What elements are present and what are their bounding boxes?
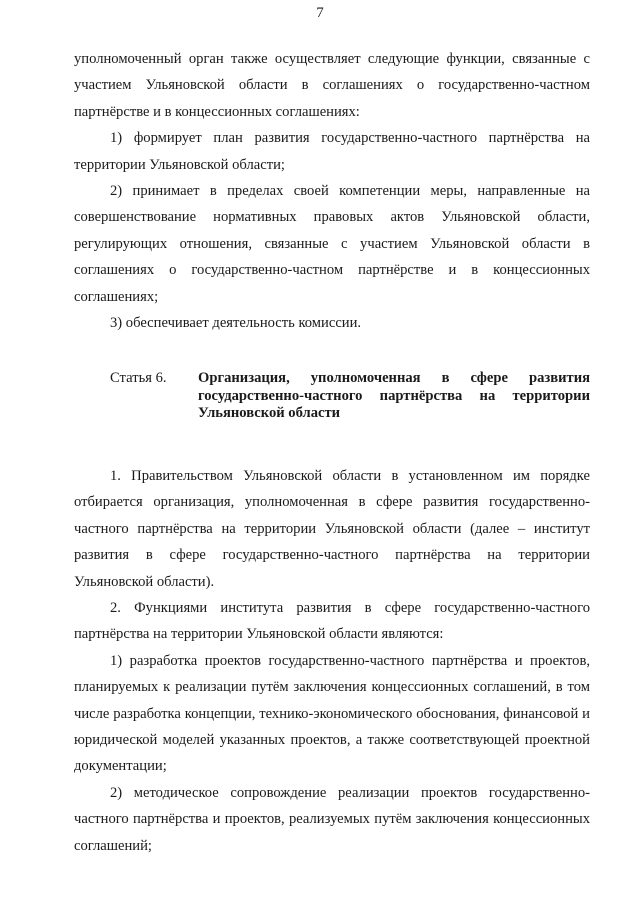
section-paragraph-1: 1. Правительством Ульяновской области в установленном им порядке отбирается организация, уполномоченная в сфере развития государственно-частного партнёрства на территории Ульяновской области (далее – институт развития в сфере государственно-частного партнёрства на территории Ульяновской области). bbox=[74, 467, 590, 590]
article-label: Статья 6. bbox=[110, 370, 167, 387]
document-body bbox=[74, 46, 590, 859]
function-item-1: 1) разработка проектов государственно-частного партнёрства и проектов, планируемых к реализации путём заключения концессионных соглашений, в том числе разработка концепции, технико-экономического обоснования, финансовой и юридической моделей указанных проектов, а также соответствующей проектной документации; bbox=[74, 652, 590, 775]
list-item-2: 2) принимает в пределах своей компетенции меры, направленные на совершенствование нормативных правовых актов Ульяновской области, регулирующих отношения, связанные с участием Ульяновской области в соглашениях о государственно-частном партнёрстве и в концессионных соглашениях; bbox=[74, 183, 590, 305]
paragraph-intro: уполномоченный орган также осуществляет следующие функции, связанные с участием Ульяновской области в соглашениях о государственно-частном партнёрстве и в концессионных соглашениях: bbox=[74, 51, 590, 120]
list-item-1: 1) формирует план развития государственно-частного партнёрства на территории Ульяновской области; bbox=[74, 130, 590, 173]
article-title bbox=[198, 370, 590, 423]
article-heading bbox=[74, 370, 590, 423]
article-title-line2: Ульяновской области bbox=[198, 405, 341, 422]
section-paragraph-2: 2. Функциями института развития в сфере государственно-частного партнёрства на территории Ульяновской области являются: bbox=[74, 600, 590, 643]
function-item-2: 2) методическое сопровождение реализации проектов государственно-частного партнёрства и проектов, реализуемых путём заключения концессионных соглашений; bbox=[74, 784, 590, 854]
article-title-line1: Организация, уполномоченная в сфере развития государственно-частного партнёрства на территории bbox=[198, 370, 590, 404]
list-item-3: 3) обеспечивает деятельность комиссии. bbox=[110, 315, 362, 332]
page-number: 7 bbox=[316, 5, 324, 21]
